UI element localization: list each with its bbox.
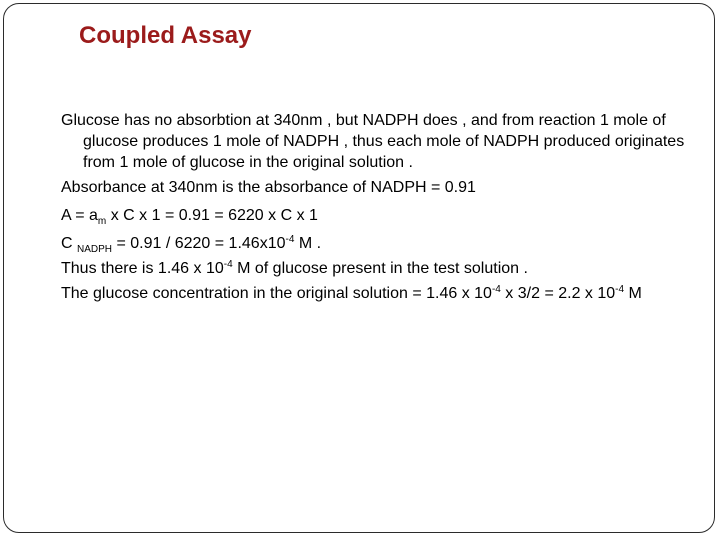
subscript-nadph: NADPH xyxy=(77,244,113,255)
equation-text: M . xyxy=(294,235,322,252)
text-segment: M xyxy=(624,285,642,302)
paragraph-absorbance: Absorbance at 340nm is the absorbance of NADPH = 0.91 xyxy=(61,179,476,196)
equation-text: A = a xyxy=(61,207,98,224)
superscript-exponent: -4 xyxy=(223,259,233,270)
text-segment: Thus there is 1.46 x 10 xyxy=(61,260,224,277)
subscript-m: m xyxy=(97,216,107,227)
text-segment: The glucose concentration in the original solution = 1.46 x 10 xyxy=(61,285,492,302)
paragraph-original-concentration xyxy=(61,283,691,304)
superscript-exponent: -4 xyxy=(615,284,625,295)
superscript-exponent: -4 xyxy=(491,284,501,295)
text-segment: x 3/2 = 2.2 x 10 xyxy=(500,285,616,302)
slide-body xyxy=(61,110,691,304)
equation-text: = 0.91 / 6220 = 1.46x10 xyxy=(112,235,286,252)
equation-text: x C x 1 = 0.91 = 6220 x C x 1 xyxy=(106,207,318,224)
equation-text: C xyxy=(61,235,77,252)
equation-beer-lambert xyxy=(61,205,691,226)
paragraph-glucose-amount xyxy=(61,258,691,279)
text-segment: M of glucose present in the test solution . xyxy=(232,260,528,277)
superscript-exponent: -4 xyxy=(285,234,295,245)
slide-title: Coupled Assay xyxy=(79,22,252,49)
paragraph-glucose-nadph: Glucose has no absorbtion at 340nm , but NADPH does , and from reaction 1 mole of glucose produces 1 mole of NADPH , thus each mole of NADPH produced originates from 1 mole of glucose in the original solution . xyxy=(61,112,685,171)
equation-nadph-concentration xyxy=(61,233,691,254)
